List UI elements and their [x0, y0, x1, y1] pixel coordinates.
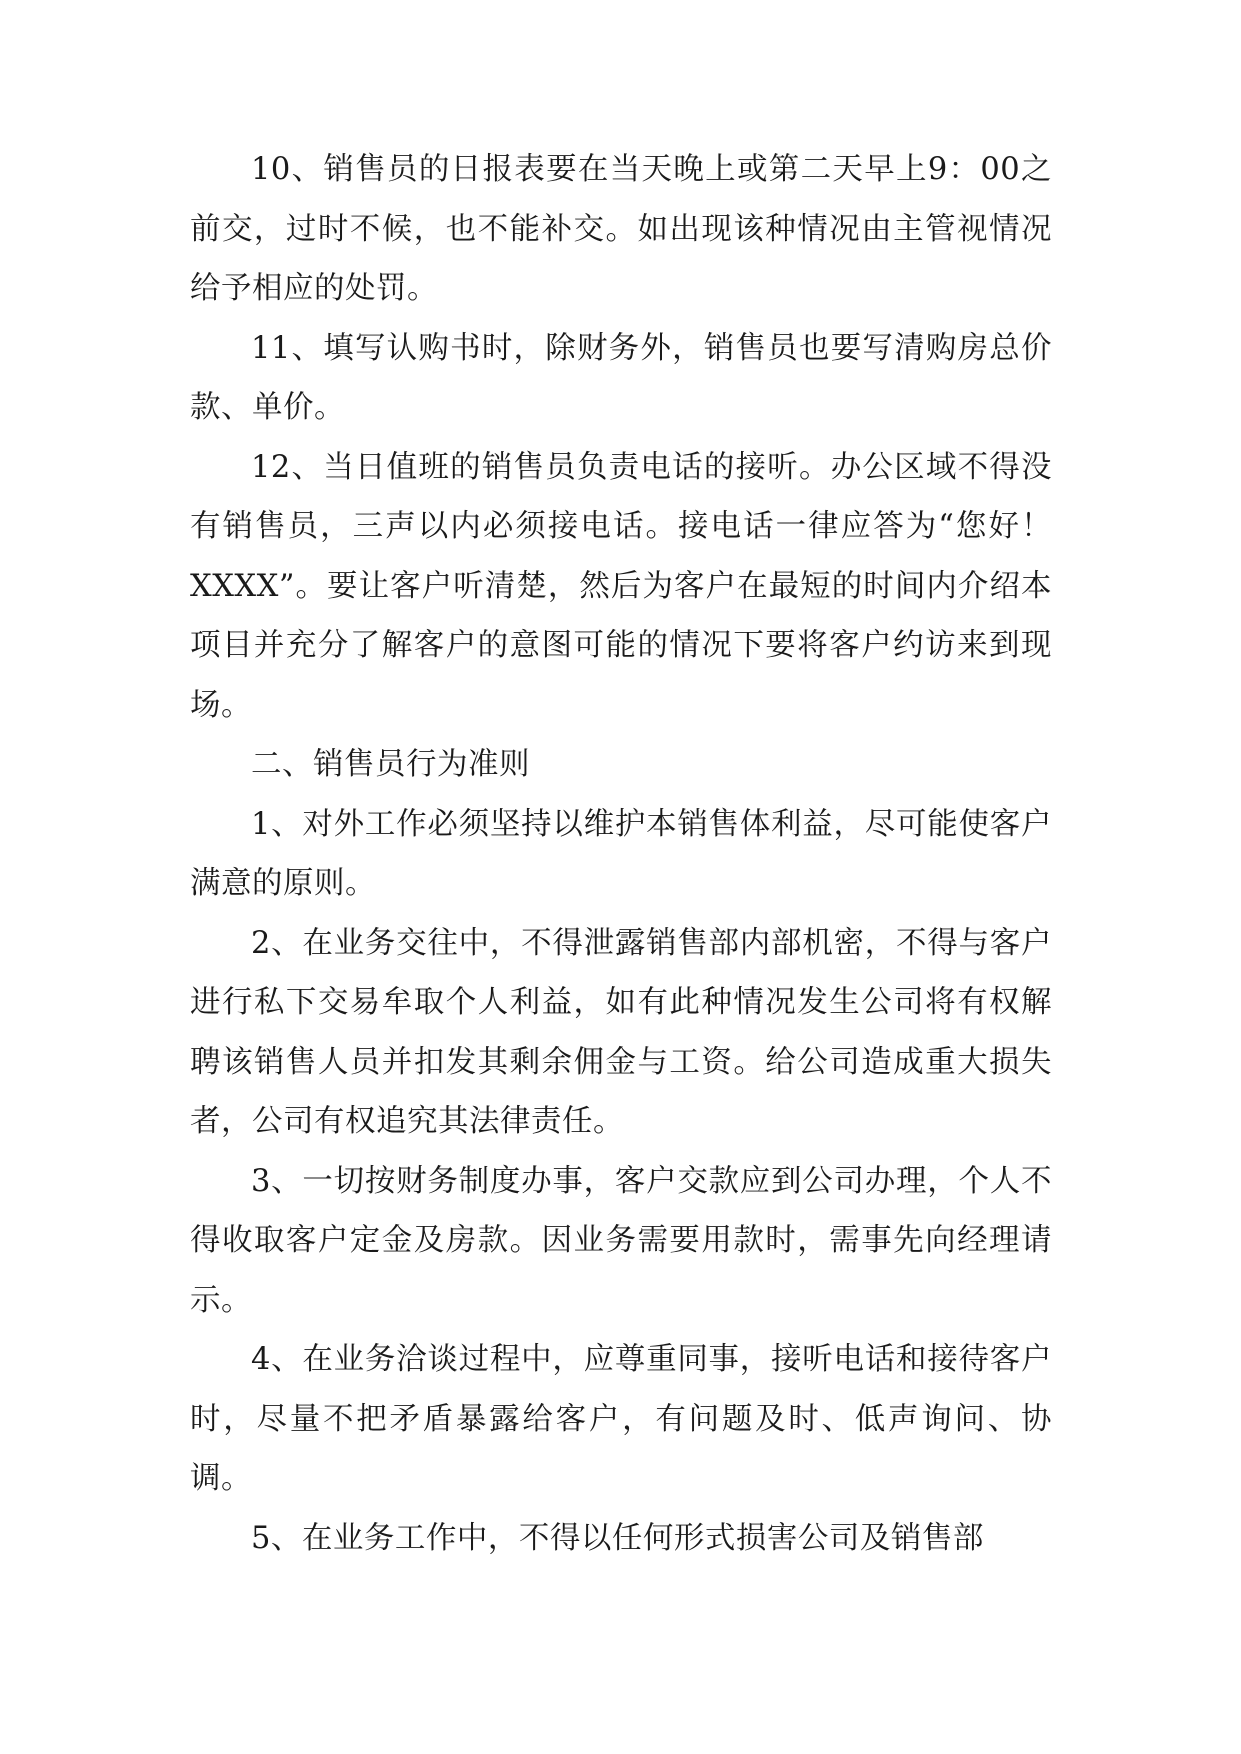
paragraph-conduct-4: 4、在业务洽谈过程中，应尊重同事，接听电话和接待客户时，尽量不把矛盾暴露给客户，有问题及时、低声询问、协调。	[190, 1342, 1052, 1496]
paragraph-conduct-5: 5、在业务工作中，不得以任何形式损害公司及销售部	[251, 1520, 984, 1556]
paragraph-rule-11: 11、填写认购书时，除财务外，销售员也要写清购房总价款、单价。	[190, 330, 1052, 425]
paragraph-rule-12: 12、当日值班的销售员负责电话的接听。办公区域不得没有销售员，三声以内必须接电话。接电话一律应答为“您好！XXXX”。要让客户听清楚，然后为客户在最短的时间内介绍本项目并充分了解客户的意图可能的情况下要将客户约访来到现场。	[190, 449, 1052, 723]
paragraph-conduct-3: 3、一切按财务制度办事，客户交款应到公司办理，个人不得收取客户定金及房款。因业务需要用款时，需事先向经理请示。	[190, 1163, 1052, 1318]
paragraph-conduct-2: 2、在业务交往中，不得泄露销售部内部机密，不得与客户进行私下交易牟取个人利益，如有此种情况发生公司将有权解聘该销售人员并扣发其剩余佣金与工资。给公司造成重大损失者，公司有权追究其法律责任。	[190, 925, 1052, 1139]
document-body	[190, 140, 1052, 1568]
paragraph-rule-10: 10、销售员的日报表要在当天晚上或第二天早上9：00之前交，过时不候，也不能补交。如出现该种情况由主管视情况给予相应的处罚。	[190, 152, 1052, 306]
paragraph-conduct-1: 1、对外工作必须坚持以维护本销售体利益，尽可能使客户满意的原则。	[190, 806, 1052, 901]
section-heading-conduct: 二、销售员行为准则	[251, 747, 530, 782]
